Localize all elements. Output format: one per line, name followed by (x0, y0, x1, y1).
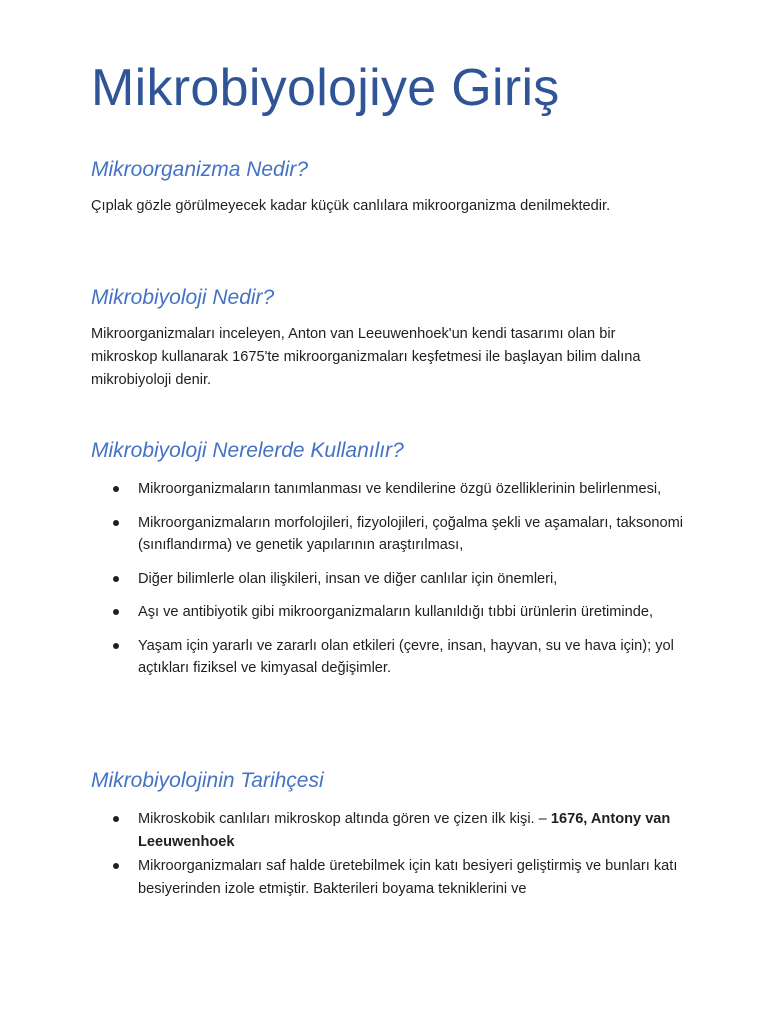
bullet-icon (113, 816, 119, 822)
list-item-text: Yaşam için yararlı ve zararlı olan etkileri (çevre, insan, hayvan, su ve hava için); yol açtıkları fiziksel ve kimyasal değişimler. (138, 637, 674, 676)
list-item (91, 512, 691, 557)
bullet-icon (113, 609, 119, 615)
bullet-icon (113, 486, 119, 492)
list-item-text: Aşı ve antibiyotik gibi mikroorganizmaların kullanıldığı tıbbi ürünlerin üretiminde, (138, 604, 654, 620)
paragraph-part-term: mikroskop (91, 349, 158, 365)
list-item (91, 808, 691, 853)
list-item (91, 601, 691, 624)
history-list (91, 808, 691, 900)
list-item-text: Mikroorganizmaların tanımlanması ve kendilerine özgü özelliklerinin belirlenmesi, (138, 481, 662, 497)
paragraph-mikroorganizma-definition: Çıplak gözle görülmeyecek kadar küçük canlılara mikroorganizma denilmektedir. (91, 198, 611, 214)
list-item-text: Mikroskobik canlıları mikroskop altında gören ve çizen ilk kişi. – (138, 811, 551, 827)
bullet-icon (113, 520, 119, 526)
heading-mikrobiyoloji-nedir: Mikrobiyoloji Nedir? (91, 286, 275, 309)
paragraph-part: Mikroorganizmaları inceleyen, (91, 326, 289, 342)
bullet-icon (113, 643, 119, 649)
list-item (91, 568, 691, 591)
paragraph-part-name: Anton van Leeuwenhoek (288, 326, 449, 342)
bullet-icon (113, 863, 119, 869)
list-item (91, 478, 691, 501)
heading-nerelerde-kullanilir: Mikrobiyoloji Nerelerde Kullanılır? (91, 439, 404, 462)
paragraph-part-term: mikrobiyoloji (91, 372, 172, 388)
list-item (91, 855, 691, 900)
list-item (91, 635, 691, 680)
paragraph-part: kullanarak 1675'te mikroorganizmaları keşfetmesi ile başlayan bilim dalına (157, 349, 641, 365)
document-title: Mikrobiyolojiye Giriş (91, 59, 560, 117)
usage-list (91, 478, 691, 680)
list-item-bold-text: 1676, Antony van Leeuwenhoek (138, 811, 671, 850)
paragraph-part: 'un kendi tasarımı olan bir (448, 326, 616, 342)
bullet-icon (113, 576, 119, 582)
heading-tarihce: Mikrobiyolojinin Tarihçesi (91, 769, 324, 792)
list-item-text: Mikroorganizmaları saf halde üretebilmek için katı besiyeri geliştirmiş ve bunları katı besiyerinden izole etmiştir. Bakterileri boyama tekniklerini ve (138, 858, 678, 897)
paragraph-mikrobiyoloji-definition (91, 323, 681, 392)
heading-mikroorganizma-nedir: Mikroorganizma Nedir? (91, 158, 309, 181)
list-item-text: Mikroorganizmaların morfolojileri, fizyolojileri, çoğalma şekli ve aşamaları, taksonomi (sınıflandırma) ve genetik yapılarının araştırılması, (138, 514, 684, 553)
list-item-text: Diğer bilimlerle olan ilişkileri, insan ve diğer canlılar için önemleri, (138, 570, 558, 587)
paragraph-part: denir. (171, 372, 212, 388)
